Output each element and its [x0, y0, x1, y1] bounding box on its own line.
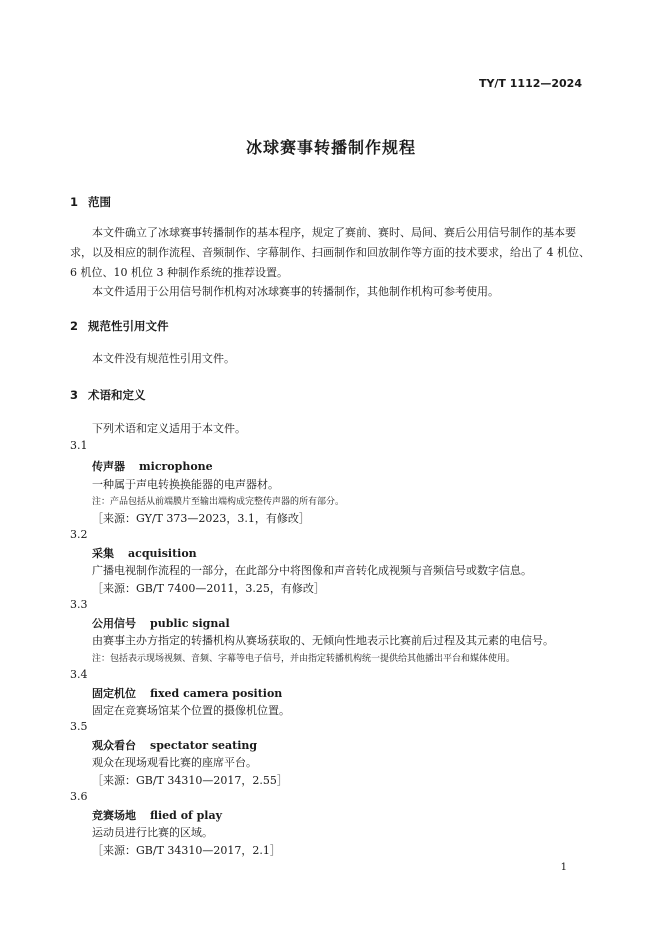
section-heading-terms: [70, 387, 146, 403]
term-note: 注：包括表示现场视频、音频、字幕等电子信号，并由指定转播机构统一提供给其他播出平台和媒体使用。: [92, 654, 516, 664]
section-heading-normative: [70, 318, 169, 334]
scope-line-4: 本文件适用于公用信号制作机构对冰球赛事的转播制作，其他制作机构可参考使用。: [92, 285, 499, 298]
section-title: 术语和定义: [88, 388, 146, 402]
scope-line-3: 6 机位、10 机位 3 种制作系统的推荐设置。: [70, 266, 288, 279]
term-en: fixed camera position: [150, 687, 283, 700]
term-source: ［来源：GB/T 7400—2011，3.25，有修改］: [92, 582, 325, 595]
section-number: 1: [70, 195, 79, 209]
term-en: microphone: [139, 460, 213, 473]
term-definition: 运动员进行比赛的区域。: [92, 826, 213, 839]
term-id: 3.5: [70, 720, 88, 733]
scope-line-1: 本文件确立了冰球赛事转播制作的基本程序，规定了赛前、赛时、局间、赛后公用信号制作的基本要: [92, 226, 576, 239]
term-zh: 公用信号: [92, 617, 136, 630]
term-heading: [92, 545, 197, 561]
terms-intro: 下列术语和定义适用于本文件。: [92, 422, 246, 435]
term-en: public signal: [150, 617, 230, 630]
term-zh: 传声器: [92, 460, 125, 473]
term-zh: 采集: [92, 547, 114, 560]
page-number: 1: [560, 862, 567, 873]
term-definition: 固定在竞赛场馆某个位置的摄像机位置。: [92, 704, 290, 717]
term-en: flied of play: [150, 809, 222, 822]
term-source: ［来源：GB/T 34310—2017，2.55］: [92, 774, 288, 787]
term-heading: [92, 685, 282, 701]
term-source: ［来源：GB/T 34310—2017，2.1］: [92, 844, 281, 857]
term-heading: [92, 737, 257, 753]
term-definition: 广播电视制作流程的一部分，在此部分中将图像和声音转化成视频与音频信号或数字信息。: [92, 564, 532, 577]
term-definition: 由赛事主办方指定的转播机构从赛场获取的、无倾向性地表示比赛前后过程及其元素的电信号。: [92, 634, 554, 647]
term-id: 3.1: [70, 439, 88, 452]
standard-code: TY/T 1112—2024: [478, 77, 582, 90]
section-number: 2: [70, 319, 79, 333]
section-number: 3: [70, 388, 79, 402]
term-heading: [92, 615, 230, 631]
term-source: ［来源：GY/T 373—2023，3.1，有修改］: [92, 512, 310, 525]
section-title: 规范性引用文件: [88, 319, 169, 333]
term-zh: 竞赛场地: [92, 809, 136, 822]
term-id: 3.4: [70, 668, 88, 681]
term-heading: [92, 807, 222, 823]
section-heading-scope: [70, 194, 111, 210]
term-en: spectator seating: [150, 739, 258, 752]
term-definition: 观众在现场观看比赛的座席平台。: [92, 756, 257, 769]
term-zh: 观众看台: [92, 739, 136, 752]
normative-text: 本文件没有规范性引用文件。: [92, 352, 235, 365]
term-id: 3.3: [70, 598, 88, 611]
term-id: 3.6: [70, 790, 88, 803]
scope-line-2: 求，以及相应的制作流程、音频制作、字幕制作、扫画制作和回放制作等方面的技术要求，给出了 4 机位、: [70, 246, 590, 259]
term-en: acquisition: [128, 547, 197, 560]
term-id: 3.2: [70, 528, 88, 541]
term-note: 注：产品包括从前端膜片至输出端构成完整传声器的所有部分。: [92, 497, 345, 507]
section-title: 范围: [88, 195, 111, 209]
document-title: 冰球赛事转播制作规程: [245, 138, 416, 157]
term-zh: 固定机位: [92, 687, 136, 700]
term-heading: [92, 458, 213, 474]
term-definition: 一种属于声电转换换能器的电声器材。: [92, 478, 279, 491]
